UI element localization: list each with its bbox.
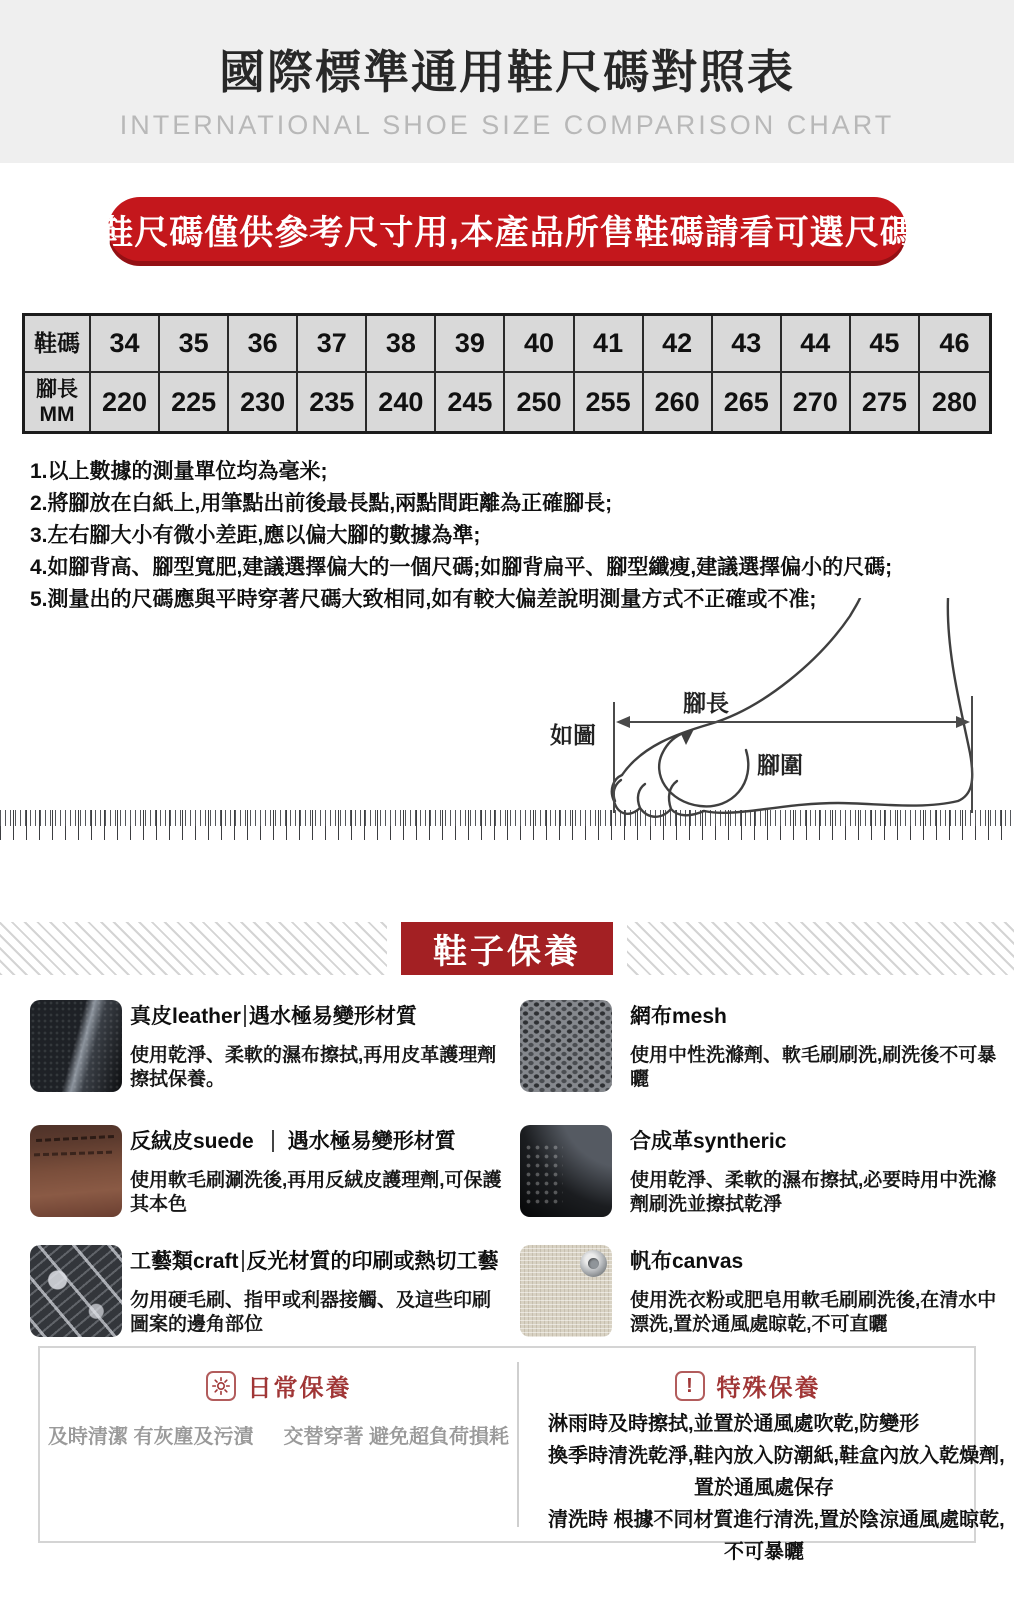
- length-cell: 265: [713, 373, 782, 431]
- foot-outline: [612, 598, 972, 817]
- page-title: 國際標準通用鞋尺碼對照表: [219, 46, 795, 98]
- length-cell: 255: [575, 373, 644, 431]
- size-cell: 37: [298, 316, 367, 373]
- daily-care-tips: [40, 1420, 517, 1449]
- size-cell: 45: [851, 316, 920, 373]
- size-cell: 36: [229, 316, 298, 373]
- care-item-body: 使用洗衣粉或肥皂用軟毛刷刷洗後,在清水中漂洗,置於通風處晾乾,不可直曬: [630, 1290, 997, 1335]
- note-line: 5.測量出的尺碼應與平時穿著尺碼大致相同,如有較大偏差說明測量方式不正確或不准;: [30, 588, 817, 611]
- title-divider: [242, 1250, 244, 1272]
- care-item-title-main: 真皮leather: [130, 1005, 241, 1028]
- note-line: 4.如腳背高、腳型寬肥,建議選擇偏大的一個尺碼;如腳背扁平、腳型纖瘦,建議選擇偏小的尺碼;: [30, 556, 893, 579]
- care-item-body: 勿用硬毛刷、指甲或利器接觸、及這些印刷圖案的邊角部位: [130, 1290, 492, 1335]
- care-item-canvas: [630, 1245, 1010, 1337]
- care-item-body: 使用乾淨、柔軟的濕布擦拭,再用皮革護理劑擦拭保養。: [130, 1045, 497, 1090]
- length-cell: 225: [160, 373, 229, 431]
- foot-length-label-line1: 腳長: [36, 378, 78, 401]
- care-item-body: 使用中性洗滌劑、軟毛刷刷洗,刷洗後不可暴曬: [630, 1045, 997, 1090]
- sun-icon: [206, 1371, 236, 1401]
- leather-thumbnail: [30, 1000, 122, 1092]
- length-cell: 245: [436, 373, 505, 431]
- size-disclaimer-banner: [99, 197, 915, 261]
- eyelet-icon: [580, 1250, 607, 1277]
- foot-length-label-line2: MM: [39, 403, 75, 426]
- size-cell: 42: [644, 316, 713, 373]
- special-care-title: 特殊保養: [716, 1375, 821, 1402]
- care-item-body: 使用乾淨、柔軟的濕布擦拭,必要時用中洗滌劑刷洗並擦拭乾淨: [630, 1170, 997, 1215]
- size-cell: 46: [920, 316, 989, 373]
- craft-thumbnail: [30, 1245, 122, 1337]
- care-item-title: [130, 1000, 502, 1030]
- foot-measurement-diagram: [520, 598, 1014, 850]
- special-care-heading: [517, 1368, 978, 1403]
- care-item-title: 網布mesh: [630, 1005, 727, 1028]
- length-cell: 220: [91, 373, 160, 431]
- foot-girth-label: 腳圍: [757, 752, 803, 778]
- size-cell: 39: [436, 316, 505, 373]
- as-shown-label: 如圖: [550, 722, 596, 748]
- size-cell: 40: [505, 316, 574, 373]
- title-divider: [244, 1005, 246, 1027]
- length-cell: 260: [644, 373, 713, 431]
- care-item-title: 帆布canvas: [630, 1250, 744, 1273]
- note-line: 1.以上數據的測量單位均為毫米;: [30, 460, 328, 483]
- care-item-mesh: [630, 1000, 1010, 1092]
- care-section-title: 鞋子保養: [401, 922, 613, 975]
- exclamation-icon: !: [675, 1371, 705, 1401]
- length-cell: 280: [920, 373, 989, 431]
- care-item-title-sub: 反光材質的印刷或熱切工藝: [246, 1250, 499, 1273]
- length-cell: 240: [367, 373, 436, 431]
- length-cell: 230: [229, 373, 298, 431]
- care-item-title-main: 工藝類craft: [130, 1250, 239, 1273]
- care-item-title-main: 反絨皮suede: [130, 1130, 254, 1153]
- length-cell: 270: [782, 373, 851, 431]
- length-cell: 275: [851, 373, 920, 431]
- page-subtitle: INTERNATIONAL SHOE SIZE COMPARISON CHART: [119, 110, 895, 140]
- canvas-thumbnail: [520, 1245, 612, 1337]
- note-line: 2.將腳放在白紙上,用筆點出前後最長點,兩點間距離為正確腳長;: [30, 492, 613, 515]
- care-item-title-sub: 遇水極易變形材質: [287, 1130, 456, 1153]
- care-section-band: [0, 922, 1014, 975]
- size-cell: 34: [91, 316, 160, 373]
- care-item-title: [130, 1245, 502, 1275]
- care-summary-box: [38, 1346, 1005, 1563]
- care-item-suede: [130, 1125, 502, 1217]
- care-item-title-sub: 遇水極易變形材質: [248, 1005, 417, 1028]
- care-band-padding: [387, 922, 627, 975]
- foot-length-diagram-label: 腳長: [683, 690, 729, 716]
- size-cell: 38: [367, 316, 436, 373]
- special-care-line: 淋雨時及時擦拭,並置於通風處吹乾,防變形: [548, 1413, 920, 1435]
- size-cell: 41: [575, 316, 644, 373]
- synthetic-thumbnail: [520, 1125, 612, 1217]
- length-cell: 250: [505, 373, 574, 431]
- care-item-title: 合成革syntheric: [630, 1130, 787, 1153]
- daily-care-tip-1: 及時清潔 有灰塵及污漬: [47, 1426, 254, 1448]
- special-care-tips: [548, 1408, 1005, 1568]
- care-item-title: [130, 1125, 502, 1155]
- special-care-line: 換季時清洗乾淨,鞋內放入防潮紙,鞋盒內放入乾燥劑,: [548, 1445, 1005, 1467]
- special-care-line: 不可暴曬: [724, 1541, 804, 1563]
- care-item-leather: [130, 1000, 502, 1092]
- size-disclaimer-text: 鞋尺碼僅供參考尺寸用,本產品所售鞋碼請看可選尺碼: [99, 213, 915, 252]
- size-cell: 43: [713, 316, 782, 373]
- note-line: 3.左右腳大小有微小差距,應以偏大腳的數據為準;: [30, 524, 481, 547]
- special-care-line: 置於通風處保存: [694, 1477, 834, 1499]
- care-item-body: 使用軟毛刷涮洗後,再用反絨皮護理劑,可保護其本色: [130, 1170, 502, 1215]
- daily-care-tip-2: 交替穿著 避免超負荷損耗: [283, 1426, 510, 1448]
- mesh-thumbnail: [520, 1000, 612, 1092]
- care-item-craft: [130, 1245, 502, 1337]
- daily-care-title: 日常保養: [247, 1375, 352, 1402]
- measurement-notes: [30, 456, 990, 616]
- size-cell: 44: [782, 316, 851, 373]
- care-item-synthetic: [630, 1125, 1010, 1217]
- special-care-line: 清洗時 根據不同材質進行清洗,置於陰涼通風處晾乾,: [548, 1509, 1005, 1531]
- length-cell: 235: [298, 373, 367, 431]
- size-comparison-table: [22, 313, 992, 434]
- table-header-foot-length: [25, 373, 91, 431]
- table-header-shoe-size: 鞋碼: [25, 316, 91, 373]
- title-divider: [272, 1130, 274, 1152]
- suede-thumbnail: [30, 1125, 122, 1217]
- arrowhead-left: [616, 716, 630, 728]
- daily-care-heading: [40, 1368, 517, 1403]
- size-cell: 35: [160, 316, 229, 373]
